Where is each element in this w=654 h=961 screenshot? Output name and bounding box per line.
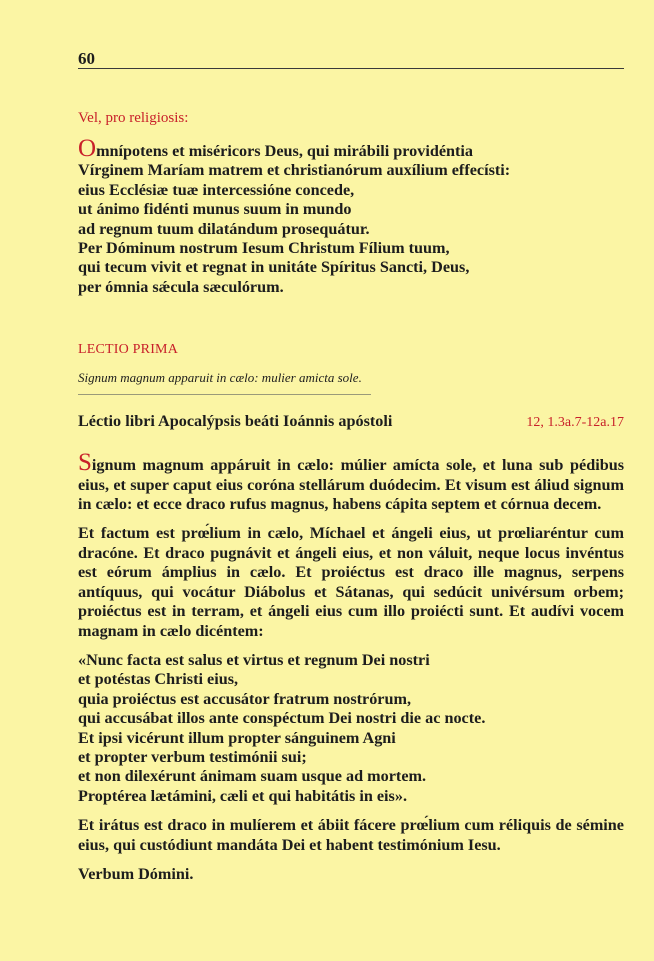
collect-line: Per Dóminum nostrum Iesum Christum Fílium tuum, [78, 239, 450, 258]
reading-reference: 12, 1.3a.7-12a.17 [526, 415, 624, 431]
canticle-line: qui accusábat illos ante conspéctum Dei nostri die ac nocte. [78, 709, 486, 728]
canticle [78, 651, 624, 806]
collect-line [78, 135, 624, 162]
reading-closing: Verbum Dómini. [78, 864, 194, 883]
reading-paragraph-text: ignum magnum appáruit in cælo: múlier amícta sole, et luna sub pédibus eius, et super caput eius coróna stellárum duódecim. Et visum est áliud signum in cælo: et ecce draco rufus magnus, habens cápita septem et córnua decem. [78, 456, 624, 514]
reading-summary: Signum magnum apparuit in cælo: mulier amicta sole. [78, 370, 371, 395]
collect-rubric: Vel, pro religiosis: [78, 110, 189, 126]
reading-heading [78, 412, 624, 431]
reading-paragraph: Et factum est prœ́lium in cælo, Míchael et ángeli eius, ut prœliaréntur cum dracóne. Et draco pugnávit et ángeli eius, et non váluit, neque locus invéntus est eórum ámplius in cælo. Et proiéctus est draco ille magnus, serpens antíquus, qui vocátur Diábolus et Sátanas, qui sedúcit univérsum orbem; proiéctus est in terram, et ángeli eius cum illo proiécti sunt. Et audívi vocem magnam in cælo dicéntem: [78, 524, 624, 640]
collect-line: qui tecum vivit et regnat in unitáte Spíritus Sancti, Deus, [78, 258, 470, 277]
collect-line: Vírginem Maríam matrem et christianórum auxílium effecísti: [78, 161, 511, 180]
canticle-line: Et ipsi vicérunt illum propter sánguinem Agni [78, 728, 396, 747]
page-content [78, 110, 624, 884]
page-number: 60 [78, 49, 95, 68]
reading-paragraph: Et irátus est draco in mulíerem et ábiit fácere prœ́lium cum réliquis de sémine eius, qui custódiunt mandáta Dei et habent testimónium Iesu. [78, 816, 624, 854]
collect-initial: O [78, 135, 97, 162]
reading-initial: S [78, 449, 92, 477]
collect-line: per ómnia sǽcula sæculórum. [78, 277, 284, 296]
canticle-line: et propter verbum testimónii sui; [78, 747, 307, 766]
canticle-line: «Nunc facta est salus et virtus et regnum Dei nostri [78, 650, 430, 669]
reading-title: Léctio libri Apocalýpsis beáti Ioánnis apóstoli [78, 412, 393, 431]
canticle-line: et potéstas Christi eius, [78, 670, 239, 689]
collect-line: eius Ecclésiæ tuæ intercessióne concede, [78, 180, 355, 199]
section-title: LECTIO PRIMA [78, 342, 179, 358]
canticle-line: Proptérea lætámini, cæli et qui habitátis in eis». [78, 786, 407, 805]
header-rule [78, 68, 624, 69]
collect-line: ut ánimo fidénti munus suum in mundo [78, 200, 352, 219]
collect-prayer [78, 135, 624, 297]
collect-line-text: mnípotens et miséricors Deus, qui mirábili providéntia [96, 142, 474, 160]
reading-paragraph [78, 449, 624, 514]
canticle-line: et non dilexérunt ánimam suam usque ad mortem. [78, 767, 427, 786]
collect-line: ad regnum tuum dilatándum prosequátur. [78, 219, 370, 238]
canticle-line: quia proiéctus est accusátor fratrum nostrórum, [78, 689, 412, 708]
